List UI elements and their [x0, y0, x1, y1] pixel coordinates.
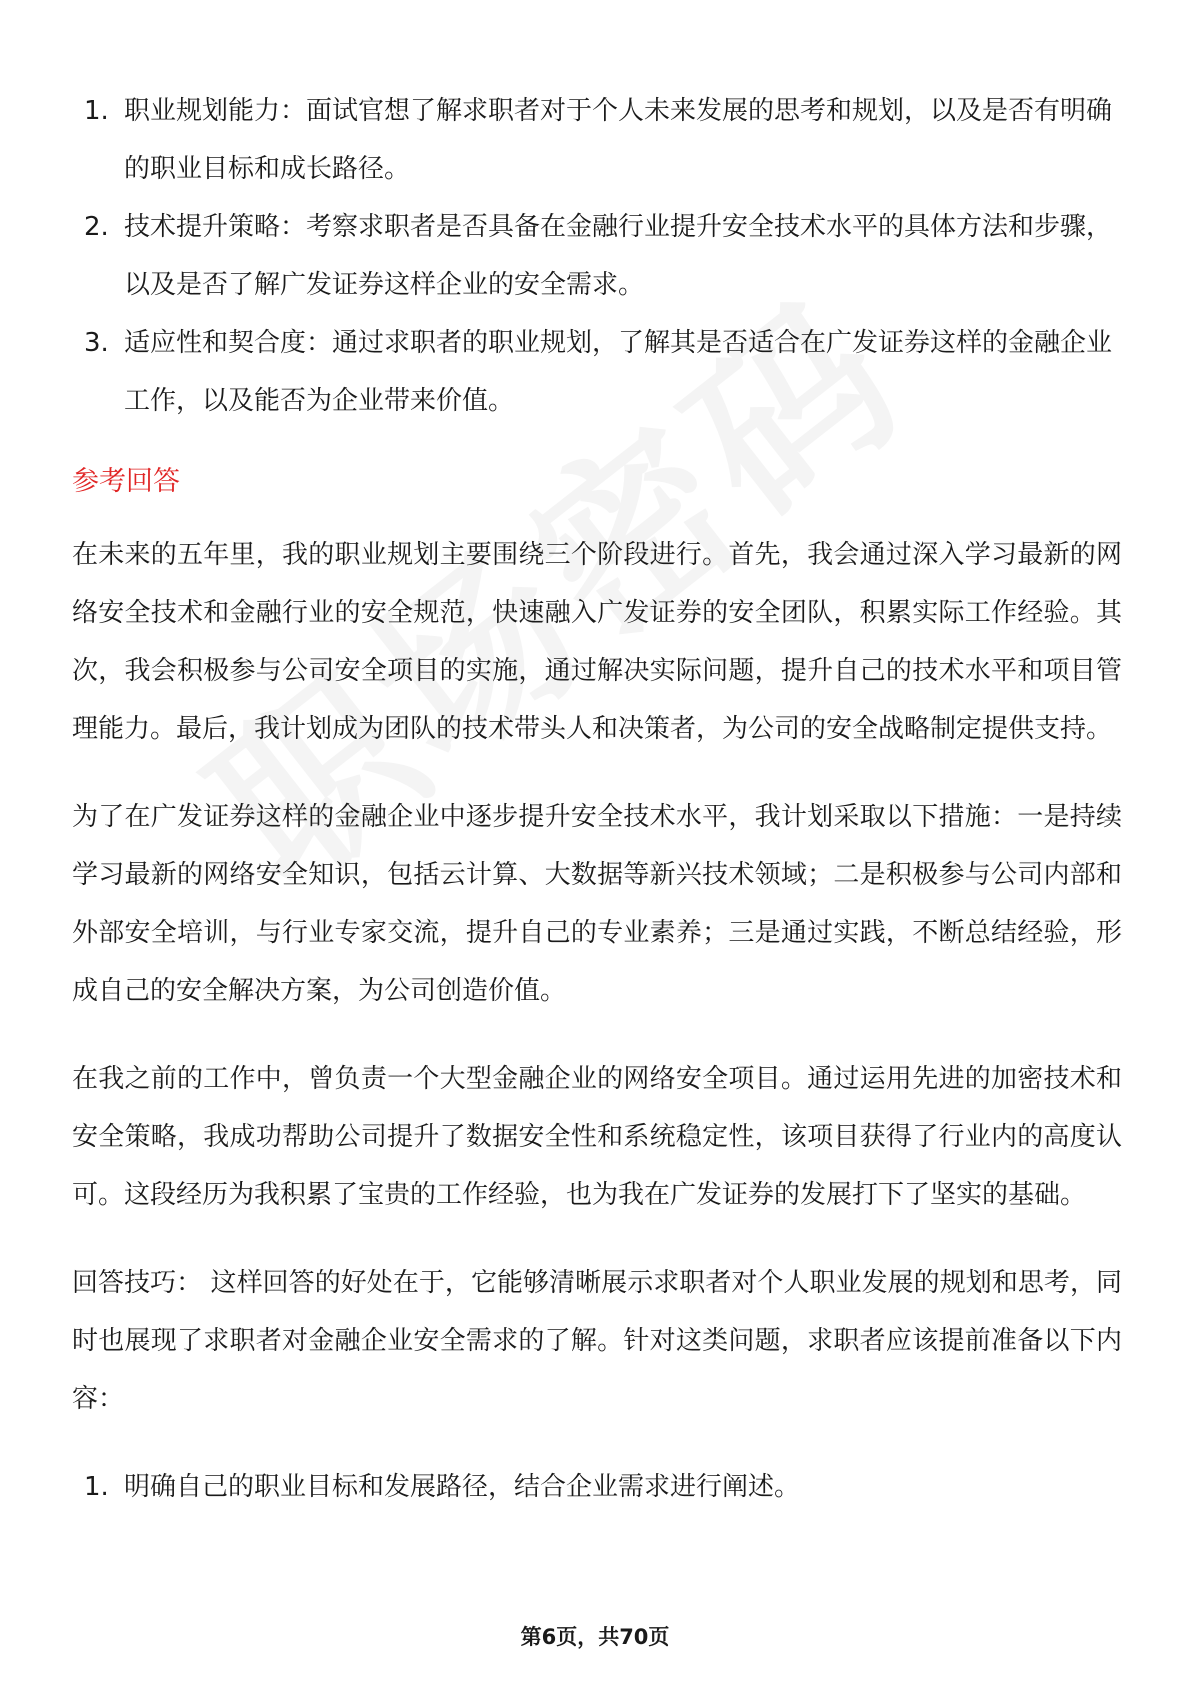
list-item — [72, 82, 1122, 198]
list-item — [72, 1458, 1122, 1516]
paragraph: 为了在广发证券这样的金融企业中逐步提升安全技术水平，我计划采取以下措施：一是持续学习最新的网络安全知识，包括云计算、大数据等新兴技术领域；二是积极参与公司内部和外部安全培训，与行业专家交流，提升自己的专业素养；三是通过实践，不断总结经验，形成自己的安全解决方案，为公司创造价值。 — [72, 802, 1122, 1006]
list-text: 职业规划能力：面试官想了解求职者对于个人未来发展的思考和规划，以及是否有明确的职业目标和成长路径。 — [124, 96, 1113, 184]
paragraph: 在我之前的工作中，曾负责一个大型金融企业的网络安全项目。通过运用先进的加密技术和安全策略，我成功帮助公司提升了数据安全性和系统稳定性，该项目获得了行业内的高度认可。这段经历为我积累了宝贵的工作经验，也为我在广发证券的发展打下了坚实的基础。 — [72, 1064, 1122, 1210]
paragraph: 在未来的五年里，我的职业规划主要围绕三个阶段进行。首先，我会通过深入学习最新的网络安全技术和金融行业的安全规范，快速融入广发证券的安全团队，积累实际工作经验。其次，我会积极参与公司安全项目的实施，通过解决实际问题，提升自己的技术水平和项目管理能力。最后，我计划成为团队的技术带头人和决策者，为公司的安全战略制定提供支持。 — [72, 540, 1122, 744]
paragraph: 回答技巧： 这样回答的好处在于，它能够清晰展示求职者对个人职业发展的规划和思考，同时也展现了求职者对金融企业安全需求的了解。针对这类问题，求职者应该提前准备以下内容： — [72, 1268, 1122, 1414]
section-title: 参考回答 — [72, 466, 180, 497]
list-text: 适应性和契合度：通过求职者的职业规划，了解其是否适合在广发证券这样的金融企业工作，以及能否为企业带来价值。 — [124, 328, 1113, 416]
list-number: 1. — [84, 1472, 109, 1502]
list-text: 技术提升策略：考察求职者是否具备在金融行业提升安全技术水平的具体方法和步骤，以及是否了解广发证券这样企业的安全需求。 — [124, 212, 1113, 300]
list-item — [72, 198, 1122, 314]
list-number: 1. — [84, 96, 109, 126]
page-footer: 第6页，共70页 — [520, 1625, 670, 1649]
document-body — [72, 82, 1122, 1516]
list-item — [72, 314, 1122, 430]
list-number: 2. — [84, 212, 109, 242]
tips-list — [72, 1458, 1122, 1516]
intro-list — [72, 82, 1122, 430]
list-number: 3. — [84, 328, 109, 358]
list-text: 明确自己的职业目标和发展路径，结合企业需求进行阐述。 — [124, 1472, 801, 1502]
